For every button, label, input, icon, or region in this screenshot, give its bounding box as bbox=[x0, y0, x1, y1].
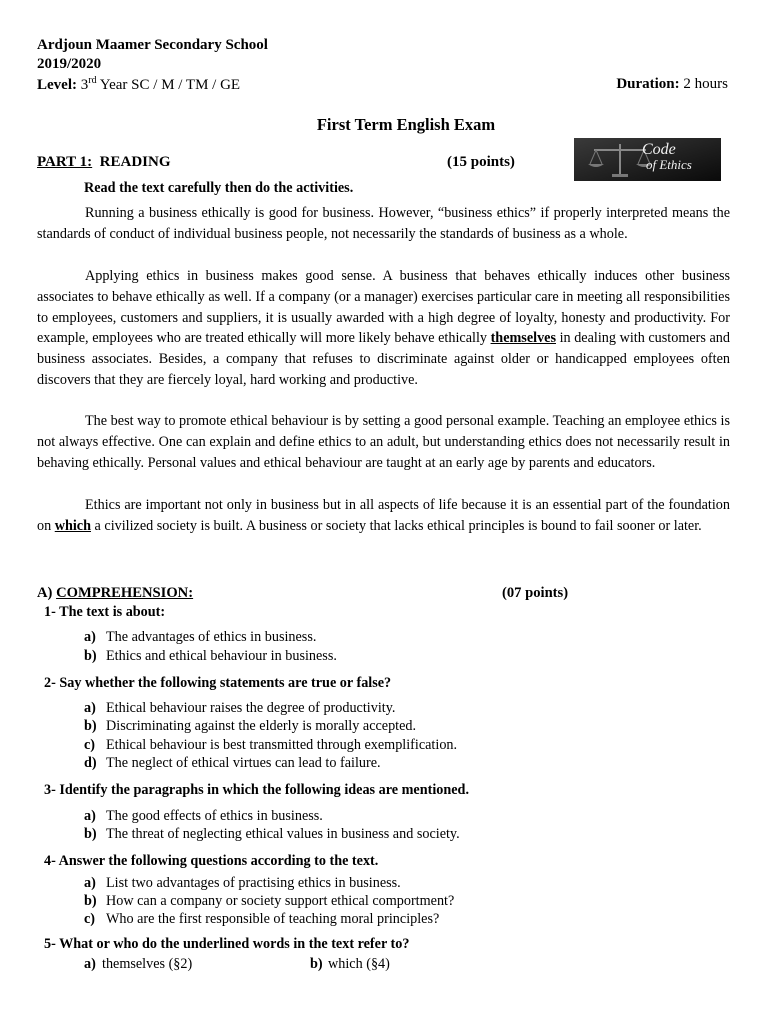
paragraph-1 bbox=[37, 203, 730, 245]
q2-option-b: b) Discriminating against the elderly is morally accepted. bbox=[84, 718, 417, 734]
part1-heading bbox=[37, 153, 171, 171]
level-line bbox=[37, 75, 240, 94]
q4-option-c: c) Who are the first responsible of teaching moral principles? bbox=[84, 911, 440, 927]
logo-text bbox=[642, 142, 692, 172]
logo-line1: Code bbox=[642, 141, 676, 158]
paragraph-text: Running a business ethically is good for business. However, “business ethics” if properly interpreted means the standards of conduct of individual business people, not necessarily the standards of business as a whole. bbox=[37, 205, 730, 242]
level-label: Level: bbox=[37, 77, 77, 93]
paragraph-text: in dealing with customers and business associates. Besides, a company that refuses to discriminate against older or handicapped employees often discovers that they are fiercely loyal, hard working and productive. bbox=[37, 330, 730, 388]
q2-option-c: c) Ethical behaviour is best transmitted through exemplification. bbox=[84, 737, 458, 753]
q2-option-a: a) Ethical behaviour raises the degree of productivity. bbox=[84, 700, 396, 716]
q3-option-b: b) The threat of neglecting ethical values in business and society. bbox=[84, 826, 460, 842]
level-value: Year SC / M / TM / GE bbox=[99, 77, 241, 93]
q4-option-b: b) How can a company or society support ethical comportment? bbox=[84, 893, 455, 909]
paragraph-2 bbox=[37, 266, 730, 391]
q4-option-a: a) List two advantages of practising ethics in business. bbox=[84, 875, 401, 891]
duration-value: 2 hours bbox=[683, 76, 728, 92]
paragraph-text: a civilized society is built. A business or society that lacks ethical principles is bound to fail sooner or later. bbox=[91, 517, 702, 534]
question-3: 3- Identify the paragraphs in which the following ideas are mentioned. bbox=[44, 782, 469, 798]
part1-label: PART 1: bbox=[37, 154, 93, 170]
part1-name: READING bbox=[99, 154, 171, 170]
duration-label: Duration: bbox=[616, 76, 680, 92]
question-1: 1- The text is about: bbox=[44, 604, 166, 620]
school-name: Ardjoun Maamer Secondary School bbox=[37, 37, 268, 53]
paragraph-text: The best way to promote ethical behaviour is by setting a good personal example. Teaching an employee ethics is not always effective. One can explain and define ethics to an adult, but understanding ethics does not necessarily result in behaving ethically. Personal values and ethical behaviour are taught at an early age by parents and educators. bbox=[37, 413, 730, 471]
level-num: 3 bbox=[80, 77, 89, 93]
comprehension-points: (07 points) bbox=[502, 585, 569, 601]
part1-points: (15 points) bbox=[447, 154, 515, 170]
underlined-word: which bbox=[54, 517, 91, 534]
logo-line2: of Ethics bbox=[646, 157, 692, 172]
duration bbox=[616, 75, 728, 93]
q1-option-a: a) The advantages of ethics in business. bbox=[84, 629, 317, 645]
level-sup: rd bbox=[88, 75, 97, 86]
reading-instruction: Read the text carefully then do the activities. bbox=[84, 180, 354, 196]
comprehension-heading bbox=[37, 585, 193, 603]
comprehension-label: COMPREHENSION: bbox=[56, 585, 194, 601]
paragraph-text: Ethics are important not only in business but in all aspects of life because it is an essential part of the foundation on bbox=[37, 497, 730, 534]
paragraph-4 bbox=[37, 495, 730, 537]
code-of-ethics-logo bbox=[574, 138, 721, 181]
comprehension-prefix: A) bbox=[37, 585, 57, 601]
q3-option-a: a) The good effects of ethics in business. bbox=[84, 808, 323, 824]
question-2: 2- Say whether the following statements are true or false? bbox=[44, 675, 392, 691]
q5-option-a: a) themselves (§2) bbox=[84, 956, 193, 972]
q2-option-d: d) The neglect of ethical virtues can lead to failure. bbox=[84, 755, 381, 771]
question-5: 5- What or who do the underlined words in the text refer to? bbox=[44, 936, 410, 952]
question-4: 4- Answer the following questions according to the text. bbox=[44, 853, 379, 869]
paragraph-3 bbox=[37, 411, 730, 473]
q5-option-b: b) which (§4) bbox=[310, 956, 390, 972]
underlined-word: themselves bbox=[490, 330, 556, 347]
q1-option-b: b) Ethics and ethical behaviour in business. bbox=[84, 648, 337, 664]
exam-title: First Term English Exam bbox=[316, 115, 496, 134]
paragraph-text: Applying ethics in business makes good sense. A business that behaves ethically induces other business associates to behave ethically as well. If a company (or a manager) exercises particular care in meeting all responsibilities to employees, customers and suppliers, it is usually awarded with a high degree of loyalty, honesty and productivity. For example, employees who are treated ethically will more likely behave ethically bbox=[37, 268, 730, 347]
school-year: 2019/2020 bbox=[37, 56, 102, 72]
